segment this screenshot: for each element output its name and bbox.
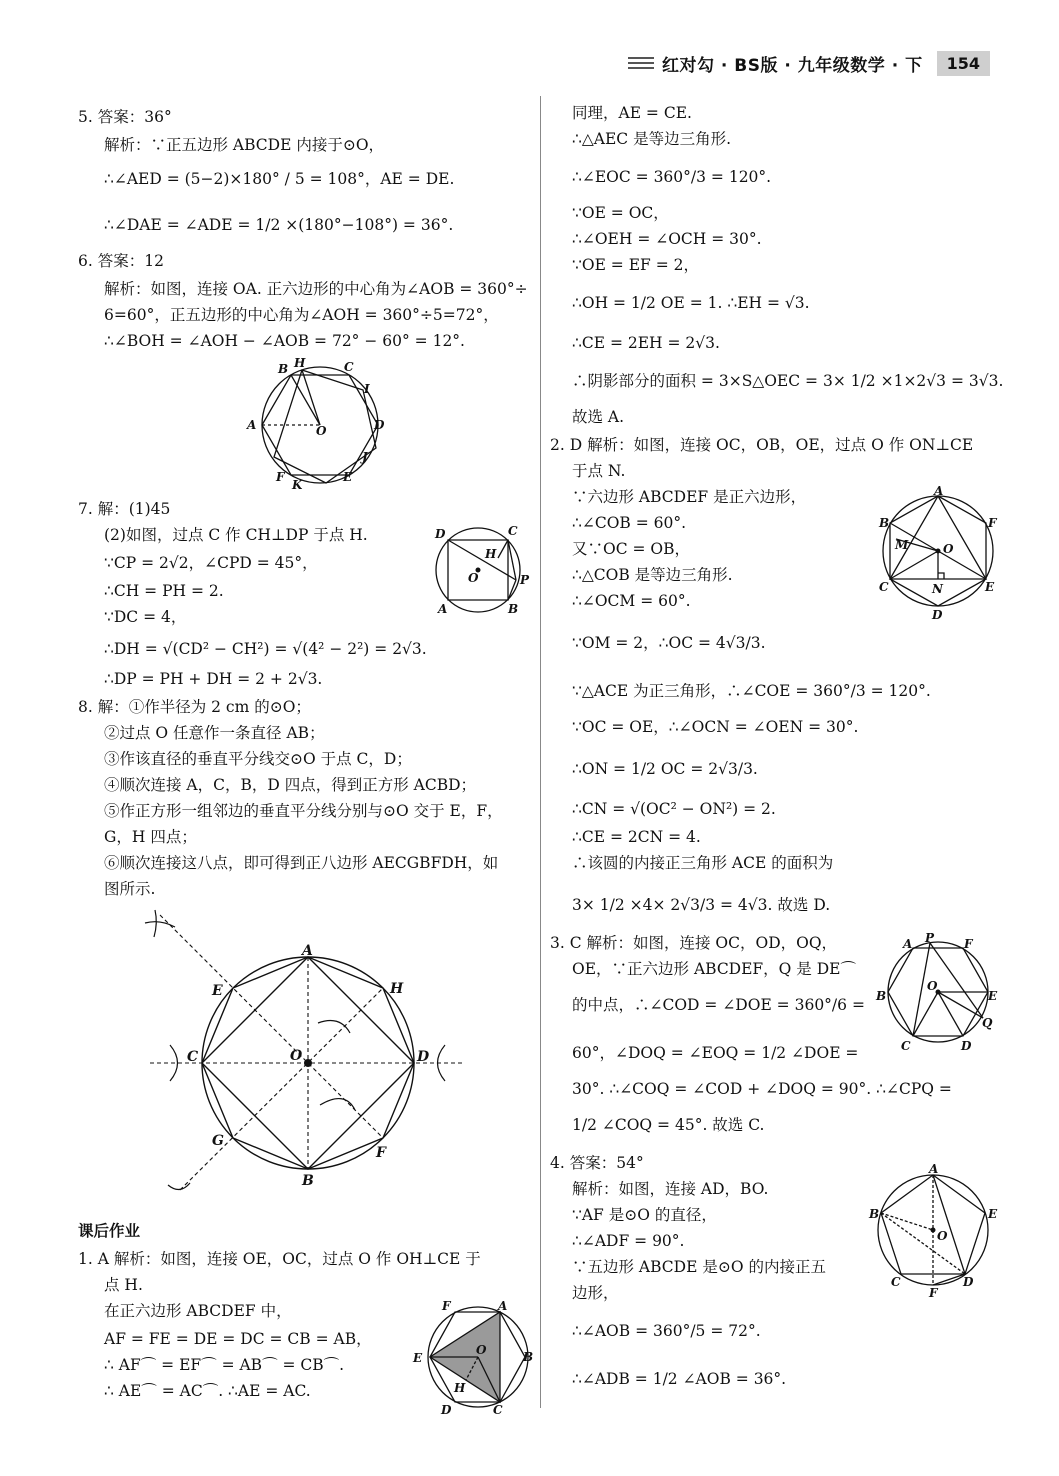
hw2-label-m: M [895, 538, 909, 552]
q7-step4: ∵DC = 4， [104, 608, 187, 626]
hw1-label-f: F [442, 1299, 451, 1313]
hw3-step4: 30°. ∴∠COQ = ∠COD + ∠DOQ = 90°. ∴∠CPQ = [572, 1080, 952, 1098]
hw2-figure [875, 485, 1005, 625]
q8-step6b: 图所示. [104, 880, 156, 898]
hw3-step5: 1/2 ∠COQ = 45°. 故选 C. [572, 1116, 765, 1134]
hw4-label-o: O [937, 1229, 948, 1243]
hw2-label-e: E [985, 580, 995, 594]
hw1-cont7: ∴OH = 1/2 OE = 1. ∴EH = √3. [572, 294, 810, 312]
fig7-label-p: P [520, 573, 530, 587]
page-number: 154 [937, 51, 990, 76]
q7-step2: ∵CP = 2√2，∠CPD = 45°， [104, 554, 318, 572]
hw2-step3: ∴∠COB = 60°. [572, 514, 687, 532]
q8-solution: 8. 解：①作半径为 2 cm 的⊙O； [78, 698, 311, 716]
q8-step3: ③作该直径的垂直平分线交⊙O 于点 C，D； [104, 750, 412, 768]
column-divider [540, 96, 541, 1408]
fig6-label-a: A [247, 418, 257, 432]
hw4-label-b: B [869, 1207, 880, 1221]
hw2-step4: 又∵OC = OB， [572, 540, 691, 558]
hw3-step2: 的中点，∴∠COD = ∠DOE = 360°/6 = [572, 996, 865, 1014]
hw1-cont8: ∴CE = 2EH = 2√3. [572, 334, 720, 352]
hw2-label-o: O [943, 542, 954, 556]
hw3-label-f: F [964, 937, 973, 951]
q8-step5b: G，H 四点； [104, 828, 197, 846]
hw2-step13: ∴该圆的内接正三角形 ACE 的面积为 [572, 854, 834, 872]
fig8-label-h: H [390, 981, 404, 997]
fig7-label-d: D [435, 527, 446, 541]
fig7-label-b: B [508, 602, 519, 616]
hw3-label-q: Q [982, 1016, 993, 1030]
hw3-label-d: D [961, 1039, 972, 1053]
fig7-label-c: C [508, 524, 518, 538]
hw2-step14: 3× 1/2 ×4× 2√3/3 = 4√3. 故选 D. [572, 896, 831, 914]
hw4-label-e: E [988, 1207, 998, 1221]
hw1-cont10: 故选 A. [572, 408, 625, 426]
hw1-label-a: A [498, 1299, 508, 1313]
fig7-label-o: O [468, 571, 479, 585]
hw1-cont9: ∴阴影部分的面积 = 3×S△OEC = 3× 1/2 ×1×2√3 = 3√3. [572, 372, 1004, 390]
q8-center-dot [304, 1059, 312, 1067]
q8-figure [140, 905, 470, 1205]
hw1-label-c: C [493, 1403, 503, 1417]
fig8-label-o: O [290, 1048, 303, 1064]
hw4-label-f: F [929, 1286, 938, 1300]
fig8-label-d: D [417, 1049, 430, 1065]
hw1-cont1: 同理，AE = CE. [572, 104, 692, 122]
page-header [628, 48, 990, 78]
hw2-step10: ∴ON = 1/2 OC = 2√3/3. [572, 760, 758, 778]
q8-step5: ⑤作正方形一组邻边的垂直平分线分别与⊙O 交于 E，F， [104, 802, 503, 820]
q8-step2: ②过点 O 任意作一条直径 AB； [104, 724, 325, 742]
hw2-label-c: C [879, 580, 889, 594]
fig7-label-h: H [485, 547, 497, 561]
hw1-step5: ∴ AE⌒ = AC⌒. ∴AE = AC. [104, 1382, 311, 1400]
hw3-step1: OE，∵正六边形 ABCDEF，Q 是 DE⌒ [572, 960, 856, 978]
hw2-step5: ∴△COB 是等边三角形. [572, 566, 733, 584]
hw1-label-b: B [523, 1350, 534, 1364]
q5-step1: ∴∠AED = (5−2)×180° / 5 = 108°，AE = DE. [104, 170, 455, 188]
hw2-answer: 2. D 解析：如图，连接 OC，OB，OE，过点 O 作 ON⊥CE [550, 436, 974, 454]
hw2-step8: ∵△ACE 为正三角形，∴∠COE = 360°/3 = 120°. [572, 682, 931, 700]
hw3-label-a: A [903, 937, 913, 951]
q7-step1: (2)如图，过点 C 作 CH⊥DP 于点 H. [104, 526, 368, 544]
hw4-step6: ∴∠AOB = 360°/5 = 72°. [572, 1322, 761, 1340]
homework-heading: 课后作业 [78, 1222, 141, 1240]
hw1-cont5: ∴∠OEH = ∠OCH = 30°. [572, 230, 762, 248]
hw3-figure [875, 930, 1005, 1055]
hw1-label-h: H [454, 1381, 466, 1395]
q7-figure [430, 520, 540, 620]
q6-analysis: 解析：如图，连接 OA. 正六边形的中心角为∠AOB = 360°÷ [104, 280, 528, 298]
hw1-step3: AF = FE = DE = DC = CB = AB， [104, 1330, 372, 1348]
hw4-label-c: C [891, 1275, 901, 1289]
q6-step2: ∴∠BOH = ∠AOH − ∠AOB = 72° − 60° = 12°. [104, 332, 465, 350]
hw1-cont4: ∵OE = OC， [572, 204, 669, 222]
hw4-step2: ∵AF 是⊙O 的直径， [572, 1206, 717, 1224]
fig8-label-a: A [302, 943, 313, 959]
hw4-label-d: D [963, 1275, 974, 1289]
hw2-label-a: A [934, 485, 944, 498]
hw4-label-a: A [929, 1162, 939, 1176]
hw2-step12: ∴CE = 2CN = 4. [572, 828, 701, 846]
fig8-label-b: B [302, 1173, 314, 1189]
q7-step3: ∴CH = PH = 2. [104, 582, 224, 600]
hw3-label-o: O [927, 979, 938, 993]
hw1-label-e: E [413, 1351, 423, 1365]
fig6-label-f: F [276, 470, 285, 484]
header-lines-icon [628, 57, 654, 69]
q5-analysis: 解析：∵正五边形 ABCDE 内接于⊙O， [104, 136, 385, 154]
q5-answer: 5. 答案：36° [78, 108, 172, 126]
fig7-label-a: A [438, 602, 448, 616]
hw3-label-p: P [925, 931, 935, 945]
q7-step6: ∴DP = PH + DH = 2 + 2√3. [104, 670, 323, 688]
hw3-label-e: E [988, 989, 998, 1003]
hw1-label-d: D [441, 1403, 452, 1417]
hw4-figure [865, 1160, 1005, 1300]
q7-solution: 7. 解：(1)45 [78, 500, 171, 518]
q6-answer: 6. 答案：12 [78, 252, 164, 270]
hw4-step4: ∵五边形 ABCDE 是⊙O 的内接正五 [572, 1258, 826, 1276]
hw1-cont6: ∵OE = EF = 2， [572, 256, 699, 274]
fig6-label-b: B [278, 362, 289, 376]
book-title: 红对勾 · BS版 · 九年级数学 · 下 [662, 55, 923, 76]
hw1-cont2: ∴△AEC 是等边三角形. [572, 130, 732, 148]
q6-step1: 6=60°，正五边形的中心角为∠AOH = 360°÷5=72°， [104, 306, 499, 324]
hw4-step7: ∴∠ADB = 1/2 ∠AOB = 36°. [572, 1370, 787, 1388]
q7-step5: ∴DH = √(CD² − CH²) = √(4² − 2²) = 2√3. [104, 640, 427, 658]
hw1-figure [410, 1298, 540, 1418]
hw3-label-c: C [901, 1039, 911, 1053]
hw1-label-o: O [476, 1343, 487, 1357]
hw3-label-b: B [876, 989, 887, 1003]
hw2-label-d: D [932, 608, 943, 622]
hw2-step11: ∴CN = √(OC² − ON²) = 2. [572, 800, 776, 818]
hw4-step1: 解析：如图，连接 AD，BO. [572, 1180, 769, 1198]
fig6-label-k: K [292, 478, 303, 492]
q5-step2: ∴∠DAE = ∠ADE = 1/2 ×(180°−108°) = 36°. [104, 216, 454, 234]
q8-step4: ④顺次连接 A，C，B，D 四点，得到正方形 ACBD； [104, 776, 477, 794]
q6-figure [240, 355, 400, 495]
hw4-step3: ∴∠ADF = 90°. [572, 1232, 685, 1250]
hw1-step2: 在正六边形 ABCDEF 中， [104, 1302, 292, 1320]
hw2-label-b: B [879, 516, 890, 530]
fig6-label-c: C [344, 360, 354, 374]
hw2-center-dot [936, 549, 941, 554]
hw1-answer: 1. A 解析：如图，连接 OE，OC，过点 O 作 OH⊥CE 于 [78, 1250, 481, 1268]
fig8-label-f: F [376, 1145, 386, 1161]
hw2-step7: ∵OM = 2，∴OC = 4√3/3. [572, 634, 766, 652]
hw2-step2: ∵六边形 ABCDEF 是正六边形， [572, 488, 807, 506]
fig8-label-e: E [212, 983, 223, 999]
fig6-label-i: I [364, 382, 370, 396]
hw3-answer: 3. C 解析：如图，连接 OC，OD，OQ， [550, 934, 838, 952]
hw1-step4: ∴ AF⌒ = EF⌒ = AB⌒ = CB⌒. [104, 1356, 345, 1374]
hw2-step9: ∵OC = OE，∴∠OCN = ∠OEN = 30°. [572, 718, 859, 736]
fig6-label-d: D [374, 418, 385, 432]
hw2-step1: 于点 N. [572, 462, 626, 480]
fig6-label-j: J [362, 450, 368, 464]
hw3-step3: 60°，∠DOQ = ∠EOQ = 1/2 ∠DOE = [572, 1044, 859, 1062]
hw2-label-n: N [932, 582, 943, 596]
hw1-cont3: ∴∠EOC = 360°/3 = 120°. [572, 168, 772, 186]
hw4-answer: 4. 答案：54° [550, 1154, 644, 1172]
q8-step6: ⑥顺次连接这八点，即可得到正八边形 AECGBFDH，如 [104, 854, 499, 872]
fig6-label-e: E [343, 470, 353, 484]
fig8-label-c: C [187, 1049, 199, 1065]
hw2-label-f: F [988, 516, 997, 530]
hw2-step6: ∴∠OCM = 60°. [572, 592, 691, 610]
hw4-step5: 边形， [572, 1284, 619, 1302]
fig6-label-o: O [316, 424, 327, 438]
hw1-step1: 点 H. [104, 1276, 143, 1294]
fig6-label-h: H [294, 356, 306, 370]
fig8-label-g: G [212, 1133, 224, 1149]
hw4-center-dot [931, 1228, 936, 1233]
